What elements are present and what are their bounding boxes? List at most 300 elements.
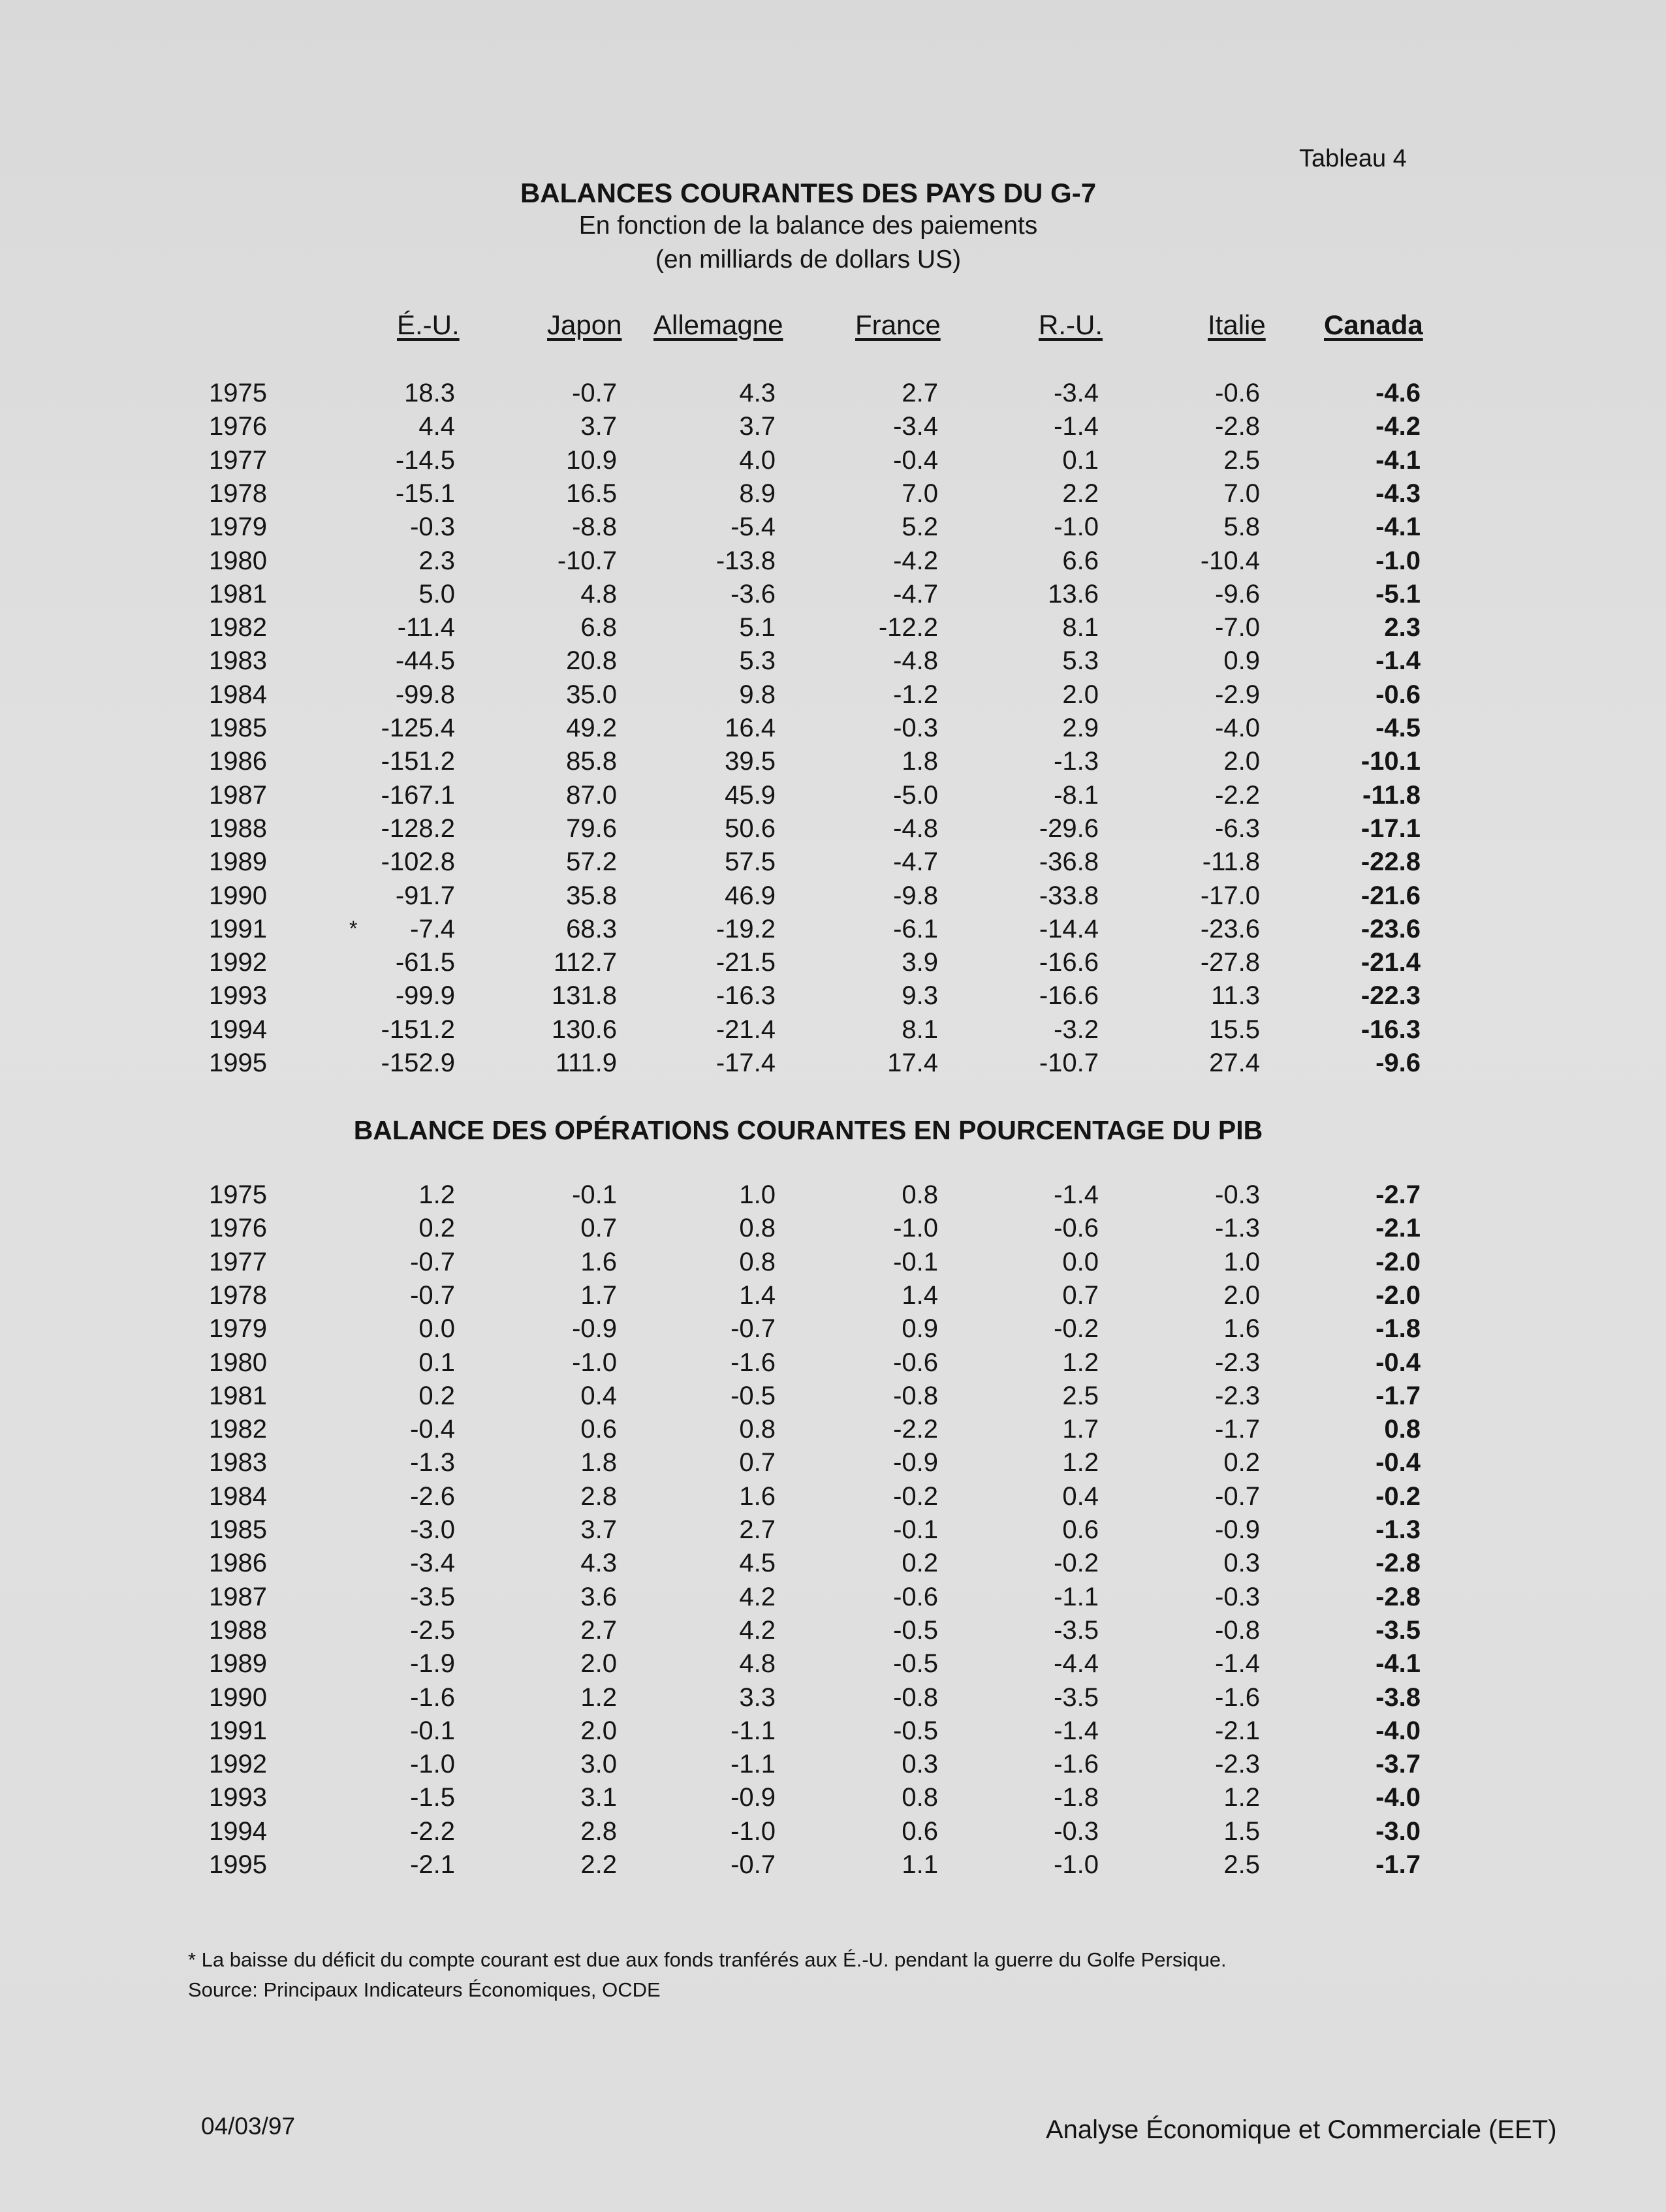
value-cell: 0.2: [1223, 1448, 1260, 1477]
value-cell: -2.5: [410, 1615, 455, 1645]
value-cell: -0.4: [410, 1415, 455, 1444]
value-cell: 2.8: [580, 1481, 617, 1511]
value-cell: 50.6: [725, 814, 776, 843]
value-cell: 2.3: [418, 546, 455, 575]
value-cell: -4.8: [893, 646, 938, 676]
value-cell: 1.6: [739, 1481, 776, 1511]
value-cell: 1.4: [902, 1280, 938, 1310]
value-cell: 7.0: [902, 479, 938, 508]
value-cell: -3.5: [1054, 1683, 1099, 1712]
value-cell: 1.0: [1223, 1247, 1260, 1276]
table-row: [0, 446, 1666, 479]
document-date: 04/03/97: [201, 2113, 296, 2140]
value-cell: -0.8: [893, 1381, 938, 1410]
value-cell: -3.0: [1375, 1816, 1421, 1846]
table-row: [0, 1180, 1666, 1214]
page-subtitle: En fonction de la balance des paiements: [578, 212, 1038, 240]
value-cell: 45.9: [725, 780, 776, 810]
value-cell: -2.8: [1375, 1582, 1421, 1611]
year-cell: 1989: [209, 1649, 267, 1679]
value-cell: -3.2: [1054, 1015, 1099, 1044]
value-cell: -10.4: [1200, 546, 1260, 575]
year-cell: 1991: [209, 914, 267, 943]
value-cell: -0.8: [893, 1683, 938, 1712]
value-cell: 18.3: [404, 379, 455, 407]
table-row: [0, 714, 1666, 747]
value-cell: -2.8: [1215, 412, 1260, 441]
value-cell: 46.9: [725, 881, 776, 910]
page-units: (en milliards de dollars US): [655, 245, 962, 274]
page-title: BALANCES COURANTES DES PAYS DU G-7: [520, 178, 1097, 208]
value-cell: -3.8: [1375, 1683, 1421, 1712]
table-row: [0, 1348, 1666, 1382]
value-cell: -23.6: [1360, 914, 1421, 943]
value-cell: -1.0: [893, 1214, 938, 1243]
year-cell: 1994: [209, 1816, 267, 1846]
value-cell: -0.1: [893, 1247, 938, 1276]
year-cell: 1990: [209, 881, 267, 910]
value-cell: -0.5: [893, 1716, 938, 1745]
value-cell: -3.4: [1054, 379, 1099, 407]
table-row: [0, 1448, 1666, 1481]
value-cell: -16.3: [715, 981, 776, 1011]
value-cell: -1.1: [731, 1716, 776, 1745]
value-cell: -2.8: [1375, 1549, 1421, 1578]
value-cell: 2.0: [580, 1716, 617, 1745]
year-cell: 1981: [209, 579, 267, 608]
year-cell: 1977: [209, 445, 267, 475]
value-cell: -19.2: [715, 914, 776, 943]
table-row: [0, 1415, 1666, 1448]
value-cell: -1.5: [410, 1783, 455, 1812]
value-cell: 49.2: [566, 714, 617, 742]
value-cell: -10.1: [1360, 747, 1421, 776]
value-cell: -1.6: [410, 1683, 455, 1712]
value-cell: -4.5: [1375, 714, 1421, 742]
value-cell: 4.2: [739, 1582, 776, 1611]
value-cell: -4.4: [1054, 1649, 1099, 1679]
value-cell: -9.8: [893, 881, 938, 910]
value-cell: -1.6: [1215, 1683, 1260, 1712]
value-cell: -1.4: [1375, 646, 1421, 676]
value-cell: -99.8: [395, 680, 455, 709]
footnote: * La baisse du déficit du compte courant est due aux fonds tranférés aux É.-U. pendant la guerre du Golfe Persique.: [188, 1948, 1227, 1971]
value-cell: 0.7: [739, 1448, 776, 1477]
value-cell: -7.4: [410, 914, 455, 943]
value-cell: -0.7: [731, 1850, 776, 1879]
value-cell: -0.4: [1375, 1348, 1421, 1377]
value-cell: 0.2: [902, 1549, 938, 1578]
value-cell: 2.5: [1223, 1850, 1260, 1879]
value-cell: 4.8: [580, 579, 617, 608]
value-cell: 1.7: [580, 1280, 617, 1310]
value-cell: -1.7: [1375, 1381, 1421, 1410]
value-cell: -21.5: [715, 948, 776, 977]
year-cell: 1976: [209, 1214, 267, 1243]
value-cell: 0.6: [902, 1816, 938, 1846]
column-header-italy: Italie: [1208, 309, 1266, 340]
value-cell: 5.3: [739, 646, 776, 676]
year-cell: 1989: [209, 847, 267, 877]
value-cell: -14.4: [1039, 914, 1099, 943]
table-row: [0, 1616, 1666, 1649]
value-cell: 2.0: [580, 1649, 617, 1679]
value-cell: 131.8: [551, 981, 617, 1011]
value-cell: 2.0: [1223, 1280, 1260, 1310]
value-cell: -0.6: [1215, 379, 1260, 407]
year-cell: 1987: [209, 780, 267, 810]
value-cell: 0.2: [418, 1381, 455, 1410]
value-cell: 20.8: [566, 646, 617, 676]
year-cell: 1992: [209, 1750, 267, 1779]
value-cell: -23.6: [1200, 914, 1260, 943]
year-cell: 1975: [209, 379, 267, 407]
table-row: [0, 680, 1666, 714]
table-row: [0, 479, 1666, 513]
value-cell: -9.6: [1215, 579, 1260, 608]
value-cell: -4.1: [1375, 445, 1421, 475]
source-note: Source: Principaux Indicateurs Économiques, OCDE: [188, 1978, 661, 2001]
value-cell: 16.4: [725, 714, 776, 742]
year-cell: 1977: [209, 1247, 267, 1276]
value-cell: -2.3: [1215, 1381, 1260, 1410]
value-cell: -0.2: [1054, 1549, 1099, 1578]
value-cell: -16.6: [1039, 981, 1099, 1011]
value-cell: -3.7: [1375, 1750, 1421, 1779]
value-cell: 79.6: [566, 814, 617, 843]
value-cell: 4.3: [739, 379, 776, 407]
year-cell: 1985: [209, 1515, 267, 1544]
table-row: [0, 1482, 1666, 1515]
value-cell: -1.4: [1215, 1649, 1260, 1679]
value-cell: -3.5: [410, 1582, 455, 1611]
value-cell: -1.3: [1215, 1214, 1260, 1243]
year-cell: 1988: [209, 1615, 267, 1645]
table-row: [0, 1683, 1666, 1716]
value-cell: -3.0: [410, 1515, 455, 1544]
value-cell: 15.5: [1209, 1015, 1260, 1044]
value-cell: -0.7: [410, 1247, 455, 1276]
value-cell: -21.6: [1360, 881, 1421, 910]
value-cell: 0.8: [902, 1783, 938, 1812]
value-cell: -91.7: [395, 881, 455, 910]
value-cell: 0.1: [1062, 445, 1099, 475]
value-cell: -0.4: [1375, 1448, 1421, 1477]
value-cell: -1.7: [1215, 1415, 1260, 1444]
value-cell: -17.0: [1200, 881, 1260, 910]
table-row: [0, 1817, 1666, 1850]
value-cell: 35.8: [566, 881, 617, 910]
value-cell: -15.1: [395, 479, 455, 508]
value-cell: -0.7: [731, 1314, 776, 1344]
value-cell: 11.3: [1211, 981, 1260, 1011]
value-cell: 0.9: [902, 1314, 938, 1344]
value-cell: -1.4: [1054, 1180, 1099, 1209]
year-cell: 1978: [209, 1280, 267, 1310]
column-header-japan: Japon: [547, 309, 622, 340]
value-cell: -4.1: [1375, 1649, 1421, 1679]
value-cell: -4.8: [893, 814, 938, 843]
value-cell: -17.1: [1360, 814, 1421, 843]
value-cell: 0.8: [1384, 1415, 1421, 1444]
value-cell: -1.4: [1054, 412, 1099, 441]
year-cell: 1993: [209, 1783, 267, 1812]
value-cell: -1.7: [1375, 1850, 1421, 1879]
value-cell: 3.0: [580, 1750, 617, 1779]
value-cell: -2.2: [1215, 780, 1260, 810]
value-cell: 39.5: [725, 747, 776, 776]
value-cell: 0.7: [580, 1214, 617, 1243]
value-cell: -2.6: [410, 1481, 455, 1511]
organization-name: Analyse Économique et Commerciale (EET): [1046, 2115, 1557, 2144]
value-cell: -4.1: [1375, 513, 1421, 542]
year-cell: 1981: [209, 1381, 267, 1410]
value-cell: 3.7: [580, 1515, 617, 1544]
table-row: [0, 646, 1666, 680]
value-cell: 5.2: [902, 513, 938, 542]
column-header-usa: É.-U.: [397, 309, 460, 340]
value-cell: 9.8: [739, 680, 776, 709]
value-cell: 2.7: [580, 1615, 617, 1645]
value-cell: -0.3: [1215, 1582, 1260, 1611]
table-row: [0, 1783, 1666, 1816]
value-cell: -1.8: [1375, 1314, 1421, 1344]
value-cell: -14.5: [395, 445, 455, 475]
value-cell: 2.7: [739, 1515, 776, 1544]
table-row: [0, 981, 1666, 1015]
value-cell: -0.4: [893, 445, 938, 475]
year-cell: 1982: [209, 1415, 267, 1444]
value-cell: -99.9: [395, 981, 455, 1011]
value-cell: -1.0: [572, 1348, 617, 1377]
value-cell: -8.1: [1054, 780, 1099, 810]
value-cell: 4.0: [739, 445, 776, 475]
table-row: [0, 881, 1666, 915]
value-cell: -3.6: [731, 579, 776, 608]
value-cell: -1.6: [731, 1348, 776, 1377]
value-cell: -1.3: [410, 1448, 455, 1477]
value-cell: 1.2: [580, 1683, 617, 1712]
value-cell: 5.1: [739, 613, 776, 642]
value-cell: 87.0: [566, 780, 617, 810]
value-cell: -29.6: [1039, 814, 1099, 843]
table-row: [0, 1248, 1666, 1281]
value-cell: -128.2: [381, 814, 455, 843]
value-cell: -1.0: [1375, 546, 1421, 575]
value-cell: -0.2: [1375, 1481, 1421, 1511]
year-cell: 1983: [209, 1448, 267, 1477]
value-cell: -1.2: [893, 680, 938, 709]
value-cell: 8.9: [739, 479, 776, 508]
table-row: [0, 412, 1666, 445]
value-cell: 130.6: [551, 1015, 617, 1044]
year-cell: 1979: [209, 513, 267, 542]
value-cell: -6.3: [1215, 814, 1260, 843]
column-header-france: France: [855, 309, 941, 340]
value-cell: 0.0: [1062, 1247, 1099, 1276]
value-cell: 35.0: [566, 680, 617, 709]
value-cell: 2.9: [1062, 714, 1099, 742]
value-cell: 2.7: [902, 379, 938, 407]
value-cell: 0.1: [418, 1348, 455, 1377]
table-row: [0, 915, 1666, 948]
year-cell: 1994: [209, 1015, 267, 1044]
value-cell: -17.4: [715, 1049, 776, 1077]
value-cell: -0.1: [410, 1716, 455, 1745]
value-cell: -9.6: [1375, 1049, 1421, 1077]
year-cell: 1975: [209, 1180, 267, 1209]
value-cell: -1.6: [1054, 1750, 1099, 1779]
value-cell: 2.5: [1223, 445, 1260, 475]
column-header-germany: Allemagne: [653, 309, 783, 340]
value-cell: 3.9: [902, 948, 938, 977]
value-cell: -0.8: [1215, 1615, 1260, 1645]
value-cell: 85.8: [566, 747, 617, 776]
value-cell: -1.1: [731, 1750, 776, 1779]
value-cell: 0.7: [1062, 1280, 1099, 1310]
year-cell: 1995: [209, 1850, 267, 1879]
value-cell: 9.3: [902, 981, 938, 1011]
section-title: BALANCE DES OPÉRATIONS COURANTES EN POURCENTAGE DU PIB: [353, 1115, 1263, 1145]
year-cell: 1993: [209, 981, 267, 1011]
value-cell: -0.9: [731, 1783, 776, 1812]
value-cell: -21.4: [715, 1015, 776, 1044]
table-row: [0, 1015, 1666, 1049]
value-cell: -0.6: [893, 1582, 938, 1611]
value-cell: -2.1: [1375, 1214, 1421, 1243]
value-cell: -1.1: [1054, 1582, 1099, 1611]
value-cell: -33.8: [1039, 881, 1099, 910]
value-cell: -61.5: [395, 948, 455, 977]
value-cell: -2.0: [1375, 1247, 1421, 1276]
value-cell: -16.6: [1039, 948, 1099, 977]
value-cell: 2.8: [580, 1816, 617, 1846]
value-cell: -1.8: [1054, 1783, 1099, 1812]
year-cell: 1986: [209, 1549, 267, 1578]
value-cell: 5.8: [1223, 513, 1260, 542]
value-cell: 1.4: [739, 1280, 776, 1310]
value-cell: 2.5: [1062, 1381, 1099, 1410]
value-cell: -1.9: [410, 1649, 455, 1679]
table-row: [0, 546, 1666, 580]
value-cell: -0.9: [893, 1448, 938, 1477]
value-cell: 10.9: [566, 445, 617, 475]
value-cell: 0.2: [418, 1214, 455, 1243]
year-cell: 1985: [209, 714, 267, 742]
value-cell: -2.9: [1215, 680, 1260, 709]
value-cell: -2.1: [1215, 1716, 1260, 1745]
value-cell: -4.7: [893, 579, 938, 608]
value-cell: 2.0: [1062, 680, 1099, 709]
year-cell: 1986: [209, 747, 267, 776]
footnote-marker: *: [349, 917, 358, 940]
value-cell: -125.4: [381, 714, 455, 742]
value-cell: -102.8: [381, 847, 455, 877]
value-cell: -0.9: [572, 1314, 617, 1344]
table-row: [0, 379, 1666, 412]
value-cell: -4.2: [1375, 412, 1421, 441]
year-cell: 1976: [209, 412, 267, 441]
value-cell: -1.3: [1054, 747, 1099, 776]
value-cell: 2.0: [1223, 747, 1260, 776]
year-cell: 1984: [209, 1481, 267, 1511]
value-cell: 4.8: [739, 1649, 776, 1679]
value-cell: 0.3: [902, 1750, 938, 1779]
value-cell: -21.4: [1360, 948, 1421, 977]
value-cell: 0.8: [902, 1180, 938, 1209]
table-row: [0, 1750, 1666, 1783]
value-cell: -0.1: [572, 1180, 617, 1209]
value-cell: 57.2: [566, 847, 617, 877]
value-cell: -13.8: [715, 546, 776, 575]
value-cell: 4.2: [739, 1615, 776, 1645]
value-cell: -4.2: [893, 546, 938, 575]
year-cell: 1983: [209, 646, 267, 676]
value-cell: 1.5: [1223, 1816, 1260, 1846]
value-cell: -0.3: [893, 714, 938, 742]
value-cell: -3.5: [1054, 1615, 1099, 1645]
value-cell: -0.3: [1054, 1816, 1099, 1846]
value-cell: -4.7: [893, 847, 938, 877]
value-cell: 3.1: [580, 1783, 617, 1812]
value-cell: -152.9: [381, 1049, 455, 1077]
value-cell: -16.3: [1360, 1015, 1421, 1044]
table-row: [0, 814, 1666, 847]
table-row: [0, 613, 1666, 646]
value-cell: -1.0: [410, 1750, 455, 1779]
value-cell: -1.3: [1375, 1515, 1421, 1544]
value-cell: 0.8: [739, 1214, 776, 1243]
value-cell: 0.9: [1223, 646, 1260, 676]
year-cell: 1990: [209, 1683, 267, 1712]
value-cell: -0.3: [1215, 1180, 1260, 1209]
value-cell: -0.2: [1054, 1314, 1099, 1344]
value-cell: -2.2: [893, 1415, 938, 1444]
year-cell: 1992: [209, 948, 267, 977]
value-cell: 5.0: [418, 579, 455, 608]
table-row: [0, 1214, 1666, 1247]
value-cell: 3.7: [580, 412, 617, 441]
value-cell: 1.1: [902, 1850, 938, 1879]
value-cell: -3.4: [410, 1549, 455, 1578]
value-cell: -22.8: [1360, 847, 1421, 877]
value-cell: 13.6: [1048, 579, 1099, 608]
value-cell: -12.2: [878, 613, 938, 642]
table-row: [0, 1549, 1666, 1582]
column-header-uk: R.-U.: [1039, 309, 1103, 340]
value-cell: -0.7: [410, 1280, 455, 1310]
value-cell: -7.0: [1215, 613, 1260, 642]
value-cell: -5.0: [893, 780, 938, 810]
value-cell: -0.3: [410, 513, 455, 542]
year-cell: 1987: [209, 1582, 267, 1611]
value-cell: -6.1: [893, 914, 938, 943]
value-cell: -4.0: [1375, 1716, 1421, 1745]
value-cell: -0.6: [1375, 680, 1421, 709]
value-cell: -0.6: [893, 1348, 938, 1377]
value-cell: -4.6: [1375, 379, 1421, 407]
value-cell: 1.2: [1062, 1348, 1099, 1377]
table-row: [0, 513, 1666, 546]
value-cell: -0.5: [731, 1381, 776, 1410]
value-cell: -3.4: [893, 412, 938, 441]
value-cell: -0.6: [1054, 1214, 1099, 1243]
value-cell: 1.0: [739, 1180, 776, 1209]
table-row: [0, 747, 1666, 780]
year-cell: 1980: [209, 546, 267, 575]
value-cell: 3.7: [739, 412, 776, 441]
value-cell: -2.7: [1375, 1180, 1421, 1209]
